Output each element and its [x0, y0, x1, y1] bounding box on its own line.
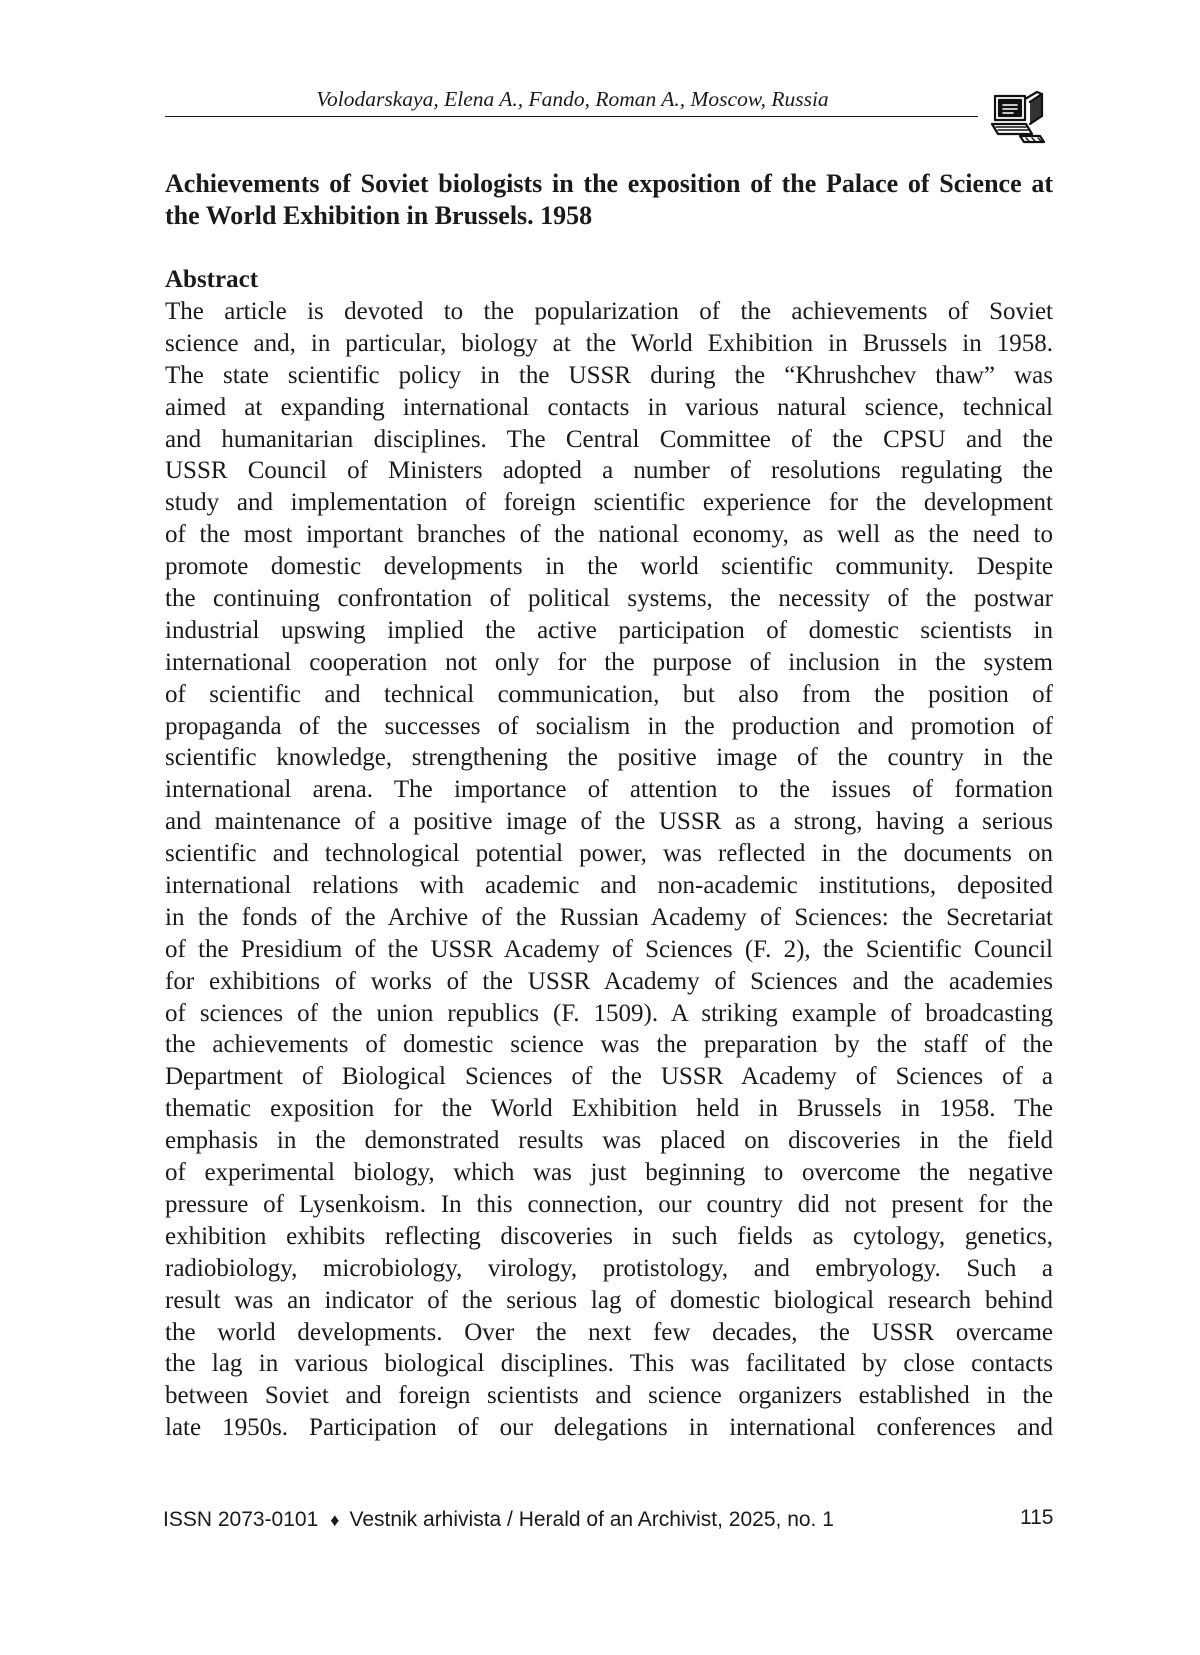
header-rule	[165, 116, 978, 117]
article-title: Achievements of Soviet biologists in the exposition of the Palace of Science at the World Exhibition in Brussels. 1958	[165, 169, 1053, 230]
page-number: 115	[1020, 1506, 1054, 1529]
abstract-line: USSR Council of Ministers adopted a number of resolutions regulating the	[165, 457, 1053, 485]
abstract-line: exhibition exhibits reflecting discoveries in such fields as cytology, genetics,	[165, 1222, 1053, 1250]
abstract-line: Department of Biological Sciences of the USSR Academy of Sciences of a	[165, 1063, 1053, 1091]
abstract-line: international arena. The importance of attention to the issues of formation	[165, 776, 1053, 804]
abstract-line: science and, in particular, biology at the World Exhibition in Brussels in 1958.	[165, 329, 1053, 357]
running-header-authors: Volodarskaya, Elena A., Fando, Roman A., Moscow, Russia	[316, 87, 829, 111]
abstract-line: of sciences of the union republics (F. 1509). A striking example of broadcasting	[165, 999, 1053, 1027]
abstract-line: of the most important branches of the national economy, as well as the need to	[165, 521, 1053, 549]
abstract-line: for exhibitions of works of the USSR Academy of Sciences and the academies	[165, 967, 1053, 995]
abstract-line: propaganda of the successes of socialism in the production and promotion of	[165, 712, 1053, 740]
abstract-line: scientific and technological potential power, was reflected in the documents on	[165, 840, 1053, 868]
abstract-line: of scientific and technical communication, but also from the position of	[165, 680, 1053, 708]
abstract-line: international cooperation not only for the purpose of inclusion in the system	[165, 648, 1053, 676]
diamond-separator-icon: ♦	[330, 1510, 340, 1530]
abstract-line: of experimental biology, which was just beginning to overcome the negative	[165, 1159, 1053, 1187]
abstract-line: industrial upswing implied the active participation of domestic scientists in	[165, 616, 1053, 644]
abstract-line: in the fonds of the Archive of the Russian Academy of Sciences: the Secretariat	[165, 903, 1053, 931]
abstract-body	[165, 296, 1053, 1444]
computer-archive-icon	[990, 88, 1052, 150]
abstract-line: emphasis in the demonstrated results was placed on discoveries in the field	[165, 1127, 1053, 1155]
abstract-line: promote domestic developments in the world scientific community. Despite	[165, 553, 1053, 581]
abstract-heading: Abstract	[165, 266, 259, 293]
abstract-line: The state scientific policy in the USSR during the “Khrushchev thaw” was	[165, 361, 1053, 389]
abstract-line: thematic exposition for the World Exhibition held in Brussels in 1958. The	[165, 1095, 1053, 1123]
abstract-line: The article is devoted to the popularization of the achievements of Soviet	[165, 298, 1053, 325]
abstract-line: between Soviet and foreign scientists and science organizers established in the	[165, 1382, 1053, 1410]
abstract-line: the continuing confrontation of political systems, the necessity of the postwar	[165, 585, 1053, 613]
abstract-line: the lag in various biological disciplines. This was facilitated by close contacts	[165, 1350, 1053, 1378]
abstract-line: and maintenance of a positive image of the USSR as a strong, having a serious	[165, 808, 1053, 836]
abstract-line: late 1950s. Participation of our delegations in international conferences and	[165, 1414, 1053, 1442]
journal-footer	[163, 1507, 834, 1533]
abstract-line: international relations with academic and non-academic institutions, deposited	[165, 872, 1053, 900]
abstract-line: the world developments. Over the next few decades, the USSR overcame	[165, 1318, 1053, 1346]
abstract-line: aimed at expanding international contacts in various natural science, technical	[165, 393, 1053, 421]
journal-citation: Vestnik arhivista / Herald of an Archivist, 2025, no. 1	[349, 1508, 834, 1531]
abstract-line: study and implementation of foreign scientific experience for the development	[165, 489, 1053, 517]
abstract-line: scientific knowledge, strengthening the positive image of the country in the	[165, 744, 1053, 772]
abstract-line: result was an indicator of the serious lag of domestic biological research behind	[165, 1286, 1053, 1314]
abstract-line: of the Presidium of the USSR Academy of Sciences (F. 2), the Scientific Council	[165, 935, 1053, 963]
abstract-line: the achievements of domestic science was the preparation by the staff of the	[165, 1031, 1053, 1059]
abstract-line: and humanitarian disciplines. The Central Committee of the CPSU and the	[165, 425, 1053, 453]
issn-label: ISSN 2073-0101	[163, 1508, 319, 1531]
abstract-line: radiobiology, microbiology, virology, protistology, and embryology. Such a	[165, 1254, 1053, 1282]
abstract-line: pressure of Lysenkoism. In this connection, our country did not present for the	[165, 1190, 1053, 1218]
